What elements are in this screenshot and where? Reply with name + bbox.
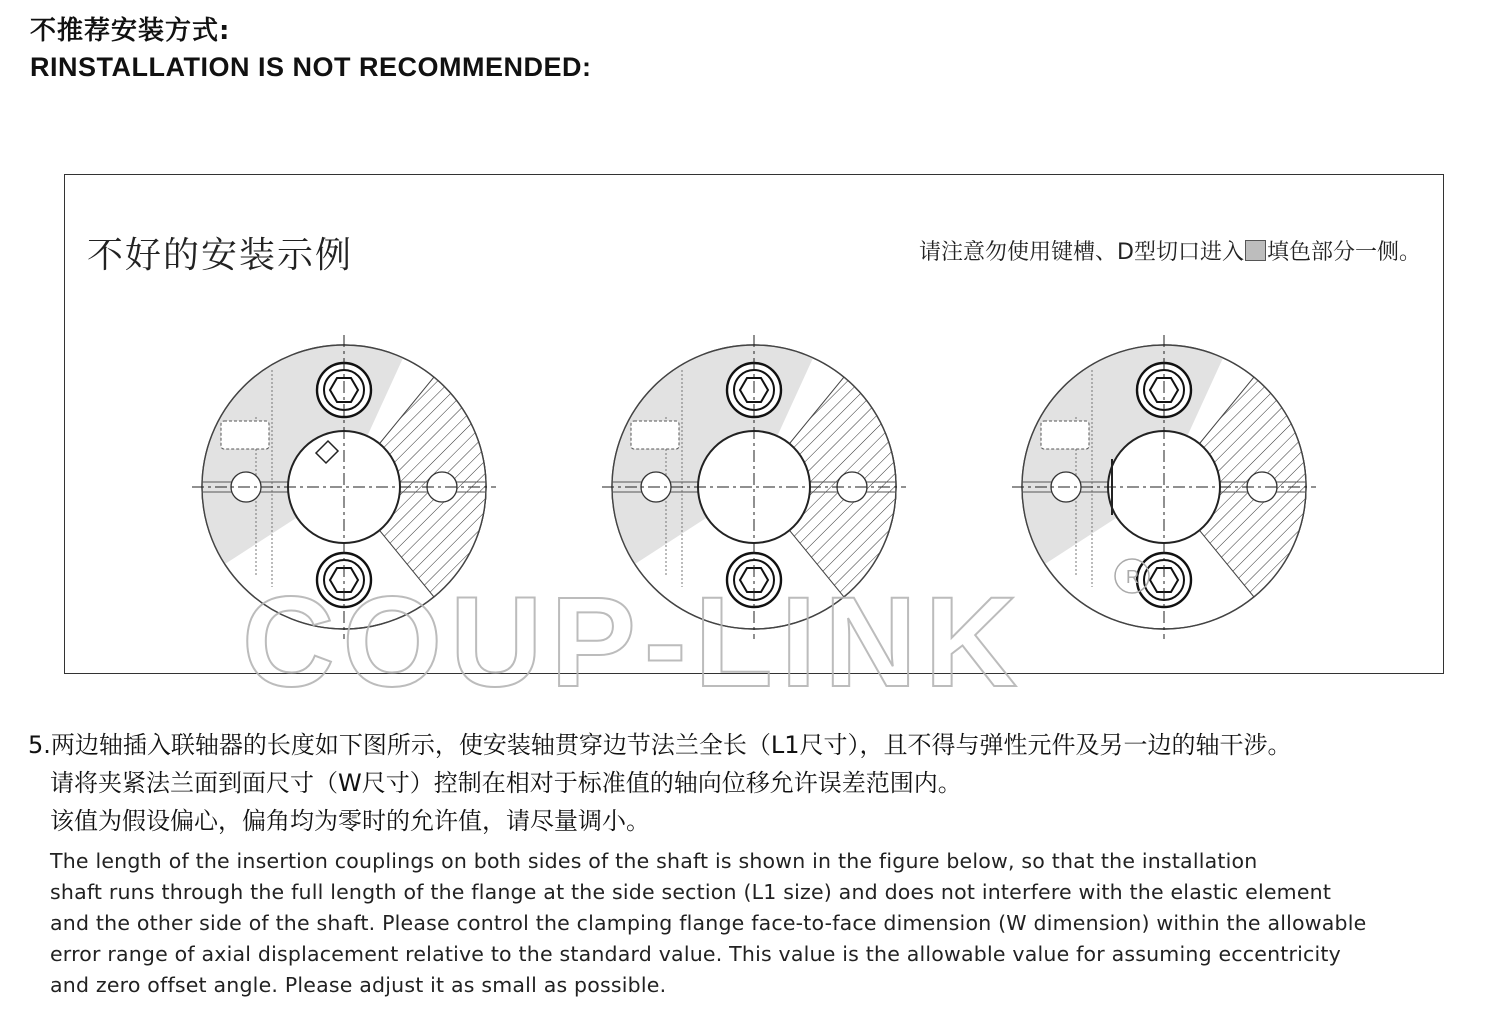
coupling-d-cut xyxy=(1012,335,1316,639)
installation-note-section xyxy=(28,726,1478,1001)
note-cn-line-1: 5.两边轴插入联轴器的长度如下图所示，使安装轴贯穿边节法兰全长（L1尺寸），且不得与弹性元件及另一边的轴干涉。 xyxy=(28,731,1292,759)
note-cn-line-2: 请将夹紧法兰面到面尺寸（W尺寸）控制在相对于标准值的轴向位移允许误差范围内。 xyxy=(50,769,962,797)
note-en-line-3: and the other side of the shaft. Please control the clamping flange face-to-face dimension (W dimension) within the allowable xyxy=(50,911,1367,935)
panel-title: 不好的安装示例 xyxy=(87,235,354,276)
heading-english: RINSTALLATION IS NOT RECOMMENDED: xyxy=(30,52,592,82)
panel-note-text-before: 请注意勿使用键槽、D型切口进入 xyxy=(919,240,1244,265)
panel-note-text-after: 填色部分一侧。 xyxy=(1266,240,1421,265)
note-cn-line-3: 该值为假设偏心，偏角均为零时的允许值，请尽量调小。 xyxy=(50,807,650,835)
note-english-block xyxy=(28,846,1478,1001)
note-en-line-4: error range of axial displacement relative to the standard value. This value is the allowable value for assuming eccentricity xyxy=(50,942,1341,966)
note-en-line-5: and zero offset angle. Please adjust it as small as possible. xyxy=(50,973,667,997)
watermark-text: COUP-LINK xyxy=(242,571,1026,714)
heading-chinese: 不推荐安装方式: xyxy=(30,16,231,46)
svg-text:R: R xyxy=(1126,567,1139,587)
note-en-line-2: shaft runs through the full length of the flange at the side section (L1 size) and does not interfere with the elastic element xyxy=(50,880,1332,904)
note-en-line-1: The length of the insertion couplings on both sides of the shaft is shown in the figure below, so that the installation xyxy=(50,849,1258,873)
